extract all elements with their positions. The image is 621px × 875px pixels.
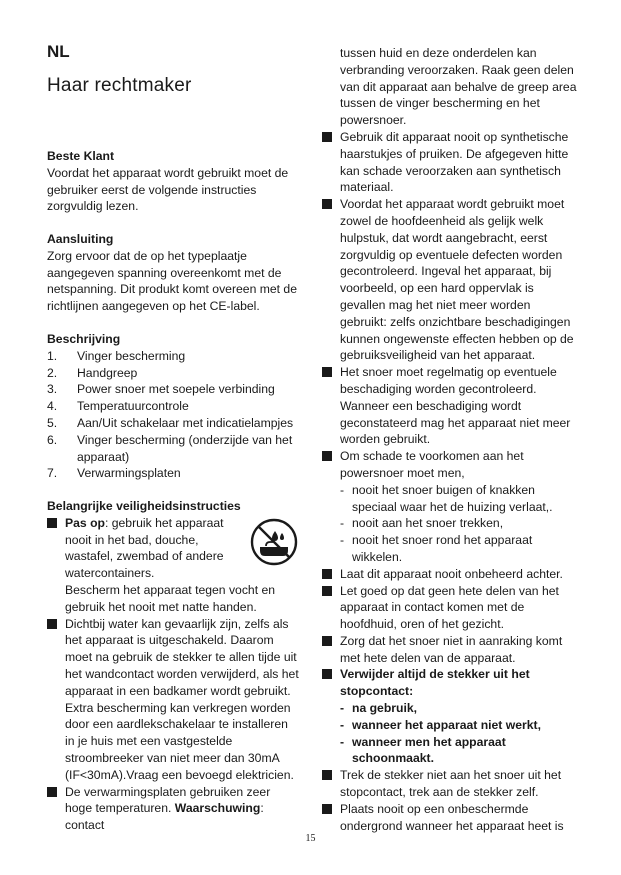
list-item: Verwijder altijd de stekker uit het stopcontact: - na gebruik, - wanneer het apparaat niet werkt, - wanneer men het apparaat schoonmaakt.	[322, 666, 578, 767]
square-bullet-icon	[322, 636, 332, 646]
square-bullet-icon	[47, 619, 57, 629]
intro-section	[47, 148, 299, 215]
list-item: Pas op: gebruik het apparaat nooit in het bad, douche, wastafel, zwembad of andere watercontainers. Bescherm het apparaat tegen vocht en gebruik het nooit met natte handen.	[47, 515, 299, 616]
connection-text: Zorg ervoor dat de op het typeplaatje aangegeven spanning overeenkomt met de netspanning. Dit produkt komt overeen met de richtlijnen aangegeven op het CE-label.	[47, 248, 297, 314]
intro-text: Voordat het apparaat wordt gebruikt moet de gebruiker eerst de volgende instructies zorgvuldig lezen.	[47, 165, 289, 214]
safety-list	[47, 515, 299, 834]
intro-heading: Beste Klant	[47, 149, 115, 163]
connection-heading: Aansluiting	[47, 232, 114, 246]
square-bullet-icon	[322, 669, 332, 679]
no-water-bath-icon	[249, 517, 299, 567]
square-bullet-icon	[47, 518, 57, 528]
list-item: - nooit het snoer rond het apparaat wikkelen.	[340, 533, 533, 564]
list-item: Gebruik dit apparaat nooit op synthetische haarstukjes of pruiken. De afgegeven hitte kan schade veroorzaken aan synthetisch materiaal.	[322, 129, 578, 196]
list-item: - na gebruik,	[340, 701, 418, 716]
connection-section	[47, 231, 299, 315]
safety-heading: Belangrijke veiligheidsinstructies	[47, 499, 241, 513]
list-item: Voordat het apparaat wordt gebruikt moet zowel de hoofdeenheid als gelijk welk hulpstuk, dat wordt aangebracht, eerst zorgvuldig op eventuele defecten worden gecontroleerd. Ingeval het apparaat, bij voorbeeld, op een hard oppervlak is gevallen mag het niet meer worden gebruikt: zelfs onzichtbare beschadigingen kunnen ongewenste effecten hebben op de gebruiksveiligheid van het apparaat.	[322, 196, 578, 364]
list-item: Laat dit apparaat nooit onbeheerd achter.	[322, 566, 578, 583]
square-bullet-icon	[322, 569, 332, 579]
page-number: 15	[305, 833, 316, 844]
page-title: Haar rechtmaker	[47, 75, 192, 96]
right-column	[322, 45, 578, 834]
list-item: - wanneer het apparaat niet werkt,	[340, 717, 541, 732]
square-bullet-icon	[322, 804, 332, 814]
list-item: Het snoer moet regelmatig op eventuele beschadiging worden gecontroleerd. Wanneer een beschadiging wordt geconstateerd mag het apparaat niet meer worden gebruikt.	[322, 364, 578, 448]
list-item: 4. Temperatuurcontrole	[47, 399, 189, 414]
square-bullet-icon	[322, 586, 332, 596]
list-item: Zorg dat het snoer niet in aanraking komt met hete delen van de apparaat.	[322, 633, 578, 667]
list-item: - wanneer men het apparaat schoonmaakt.	[340, 734, 506, 766]
list-item: 5. Aan/Uit schakelaar met indicatielampjes	[47, 415, 294, 430]
description-list	[47, 348, 299, 482]
unplug-list	[340, 700, 578, 767]
language-code: NL	[47, 42, 70, 61]
square-bullet-icon	[322, 770, 332, 780]
list-item: - nooit het snoer buigen of knakken speciaal waar het de huizing verlaat,.	[340, 482, 553, 514]
cord-care-list	[340, 482, 578, 566]
description-section	[47, 331, 299, 482]
list-item: 7. Verwarmingsplaten	[47, 466, 181, 481]
square-bullet-icon	[47, 787, 57, 797]
list-item: - nooit aan het snoer trekken,	[340, 516, 504, 531]
list-item: Om schade te voorkomen aan het powersnoer moet men, - nooit het snoer buigen of knakken speciaal waar het de huizing verlaat,. - nooit aan het snoer trekken, - nooit het snoer rond het apparaat wikkelen.	[322, 448, 578, 566]
square-bullet-icon	[322, 199, 332, 209]
list-item: Plaats nooit op een onbeschermde ondergrond wanneer het apparaat heet is	[322, 801, 578, 835]
square-bullet-icon	[322, 451, 332, 461]
list-item: Trek de stekker niet aan het snoer uit het stopcontact, trek aan de stekker zelf.	[322, 767, 578, 801]
list-item: 2. Handgreep	[47, 365, 138, 380]
safety-list-continued	[322, 129, 578, 834]
caution-label: Pas op	[65, 515, 105, 530]
list-item: 1. Vinger bescherming	[47, 348, 186, 363]
description-heading: Beschrijving	[47, 332, 121, 346]
square-bullet-icon	[322, 367, 332, 377]
continued-text: tussen huid en deze onderdelen kan verbranding veroorzaken. Raak geen delen van dit apparaat aan behalve de greep area tussen de vinger bescherming en het powersnoer.	[340, 46, 577, 128]
list-item: Let goed op dat geen hete delen van het apparaat in contact komen met de hoofdhuid, oren of het gezicht.	[322, 583, 578, 633]
list-item: 3. Power snoer met soepele verbinding	[47, 382, 275, 397]
list-item: 6. Vinger bescherming (onderzijde van het apparaat)	[47, 432, 293, 464]
safety-section	[47, 498, 299, 834]
list-item: De verwarmingsplaten gebruiken zeer hoge temperaturen. Waarschuwing: contact	[47, 784, 299, 834]
square-bullet-icon	[322, 132, 332, 142]
list-item: Dichtbij water kan gevaarlijk zijn, zelfs als het apparaat is uitgeschakeld. Daarom moet na gebruik de stekker te allen tijde uit het wandcontact worden verwijderd, als het apparaat in een badkamer wordt gebruikt. Extra bescherming kan verkregen worden door een aardlekschakelaar te installeren in je huis met een vastgestelde stroombreeker van niet meer dan 30mA (IF<30mA).Vraag een bevoegd elektricien.	[47, 616, 299, 784]
